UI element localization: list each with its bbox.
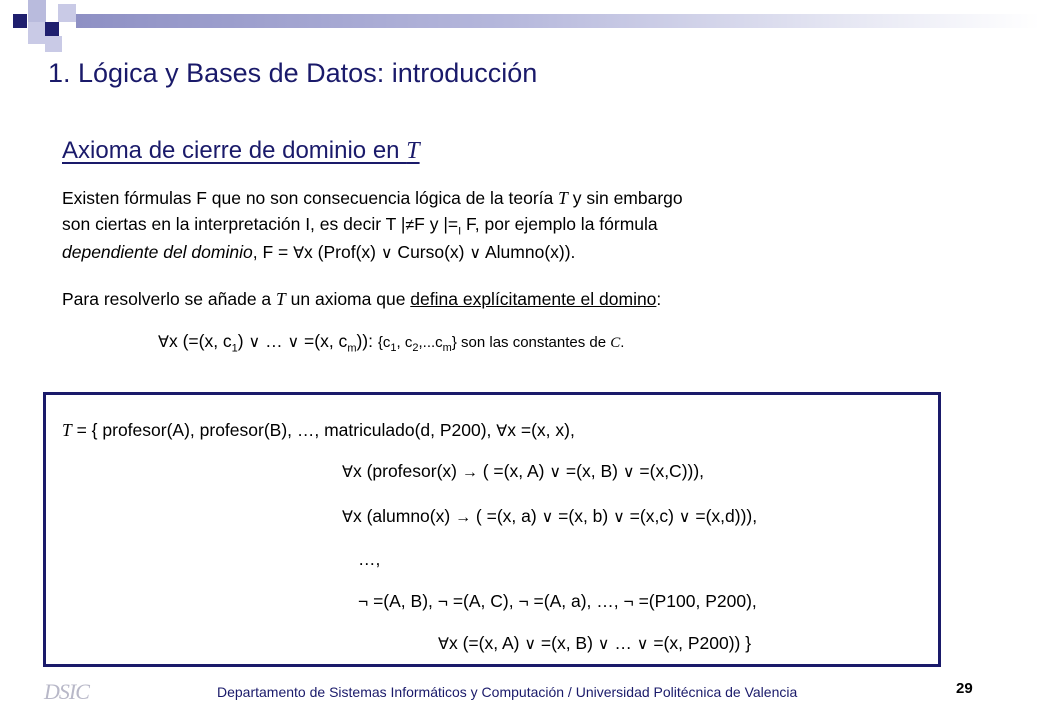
forall-symbol: ∀ (496, 423, 508, 440)
or-symbol: ∨ (549, 464, 562, 481)
text-span: F y |= (414, 214, 459, 234)
domain-closure-axiom (158, 331, 625, 355)
text-span: … (609, 633, 637, 653)
text-span: =(x, b) (553, 506, 614, 526)
implies-symbol: → (461, 464, 478, 481)
or-symbol: ∨ (622, 464, 635, 481)
subscript: m (347, 342, 357, 355)
page-number: 29 (956, 680, 973, 697)
text-span: , F = (252, 242, 294, 262)
decor-square (28, 0, 46, 22)
forall-symbol: ∀ (342, 509, 353, 526)
header-gradient-bar (76, 14, 1040, 28)
decor-square (45, 36, 62, 52)
text-span: =(x, P200)) } (648, 633, 752, 653)
theory-line (342, 506, 757, 527)
theory-symbol: T (406, 138, 420, 164)
or-symbol: ∨ (678, 509, 691, 526)
text-span: un axioma que (285, 289, 411, 309)
text-span: Alumno(x)). (481, 242, 576, 262)
text-span: x (alumno(x) (352, 506, 456, 526)
subscript: 1 (390, 342, 397, 354)
text-span: Existen fórmulas F que no son consecuencia lógica de la teoría (62, 188, 559, 208)
text-span: )): (356, 331, 378, 351)
text-span: y sin embargo (567, 188, 683, 208)
text-span: x (profesor(x) (352, 461, 462, 481)
paragraph-line (62, 239, 962, 267)
text-span: =(x, B) (561, 461, 623, 481)
theory-line: ¬ =(A, B), ¬ =(A, C), ¬ =(A, a), …, ¬ =(P100, P200), (358, 591, 757, 611)
text-span: =(x, B) (536, 633, 598, 653)
theory-line (438, 633, 751, 654)
text-span: ( =(x, A) (477, 461, 550, 481)
paragraph-solution (62, 286, 962, 312)
text-span: ) (237, 331, 249, 351)
italic-text: dependiente del dominio (62, 242, 253, 262)
constants-symbol: C (610, 335, 621, 351)
paragraph-line (62, 211, 962, 239)
text-span: x =(x, x), (507, 420, 575, 440)
theory-line (62, 420, 575, 441)
or-symbol: ∨ (287, 334, 300, 351)
paragraph-explanation (62, 185, 962, 267)
or-symbol: ∨ (636, 636, 649, 653)
text-span: , c (396, 334, 413, 351)
text-span: ,...c (418, 334, 443, 351)
text-span: x (=(x, c (168, 331, 232, 351)
slide-title: 1. Lógica y Bases de Datos: introducción (48, 58, 538, 88)
or-symbol: ∨ (597, 636, 610, 653)
text-span: ( =(x, a) (471, 506, 542, 526)
text-span: =(x,d))), (690, 506, 758, 526)
text-span: : (656, 289, 662, 309)
text-span: } son las constantes de (451, 334, 611, 351)
text-span: . (620, 334, 625, 351)
or-symbol: ∨ (380, 245, 393, 262)
section-heading-text: Axioma de cierre de dominio en (62, 137, 407, 164)
footer-text: Departamento de Sistemas Informáticos y Computación / Universidad Politécnica de Valencia (217, 684, 798, 700)
dsic-logo: DSIC (44, 679, 89, 704)
subscript: I (458, 225, 462, 238)
decor-square (13, 14, 27, 28)
or-symbol: ∨ (524, 636, 537, 653)
theory-line (342, 461, 704, 482)
theory-symbol: T (558, 188, 568, 208)
decor-square (45, 22, 59, 36)
text-span: =(x,C))), (634, 461, 705, 481)
subscript: 1 (231, 342, 238, 355)
or-symbol: ∨ (613, 509, 625, 526)
forall-symbol: ∀ (158, 334, 169, 351)
text-span: … (260, 331, 288, 351)
text-span: = { profesor(A), profesor(B), …, matriculado(d, P200), (71, 420, 497, 440)
underlined-text: defina explícitamente el domino (410, 289, 657, 309)
decor-square (58, 4, 76, 22)
text-span: {c (377, 334, 391, 351)
paragraph-line (62, 185, 962, 211)
or-symbol: ∨ (541, 509, 554, 526)
text-span: =(x, c (299, 331, 348, 351)
subscript: m (442, 342, 452, 354)
text-span: Curso(x) (392, 242, 470, 262)
forall-symbol: ∀ (293, 245, 305, 262)
text-span: x (=(x, A) (448, 633, 525, 653)
forall-symbol: ∀ (342, 464, 353, 481)
not-equal-symbol: ≠ (405, 217, 415, 234)
constants-note (377, 334, 625, 354)
forall-symbol: ∀ (438, 636, 449, 653)
subscript: 2 (412, 342, 419, 354)
text-span: F, por ejemplo la fórmula (461, 214, 658, 234)
text-span: =(x,c) (624, 506, 679, 526)
or-symbol: ∨ (248, 334, 261, 351)
text-span: Para resolverlo se añade a (62, 289, 277, 309)
or-symbol: ∨ (469, 245, 482, 262)
text-span: x (Prof(x) (304, 242, 381, 262)
theory-symbol: T (62, 420, 72, 440)
decor-square (28, 22, 46, 44)
theory-line: …, (358, 549, 381, 569)
implies-symbol: → (455, 509, 472, 526)
theory-symbol: T (276, 289, 286, 309)
text-span: son ciertas en la interpretación I, es decir T | (62, 214, 406, 234)
section-heading (62, 137, 420, 165)
